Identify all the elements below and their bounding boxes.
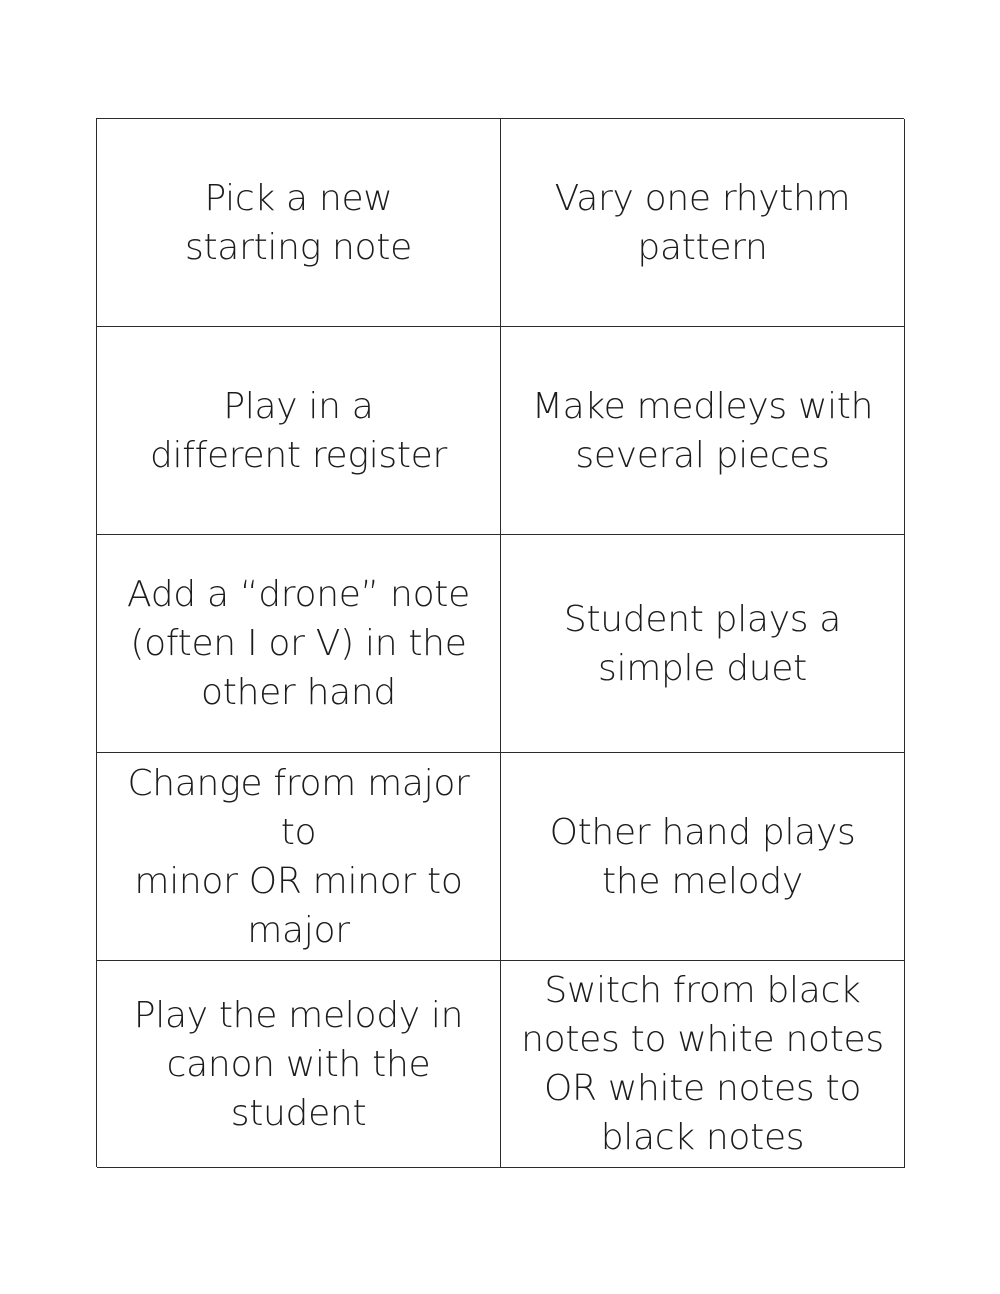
- card-vary-rhythm: [501, 119, 905, 327]
- card-different-register: [97, 327, 501, 535]
- card-text: Student plays a simple duet: [563, 598, 842, 689]
- card-text: Vary one rhythm pattern: [554, 177, 851, 268]
- card-text: Play in a different register: [149, 385, 448, 476]
- card-new-starting-note: [97, 119, 501, 327]
- card-text: Add a “drone” note (often I or V) in the other hand: [127, 574, 470, 713]
- card-text: Change from major to minor OR minor to major: [127, 762, 470, 951]
- card-simple-duet: [501, 535, 905, 753]
- card-text: Switch from black notes to white notes OR white notes to black notes: [521, 970, 884, 1158]
- card-drone-note: [97, 535, 501, 753]
- card-text: Other hand plays the melody: [549, 811, 856, 902]
- card-major-minor: [97, 753, 501, 961]
- card-medleys: [501, 327, 905, 535]
- card-text: Make medleys with several pieces: [531, 385, 874, 476]
- card-other-hand-melody: [501, 753, 905, 961]
- activity-card-grid: [96, 118, 904, 1167]
- card-text: Pick a new starting note: [185, 177, 412, 268]
- card-canon: [97, 961, 501, 1168]
- card-black-white-notes: [501, 961, 905, 1168]
- card-text: Play the melody in canon with the student: [133, 994, 464, 1134]
